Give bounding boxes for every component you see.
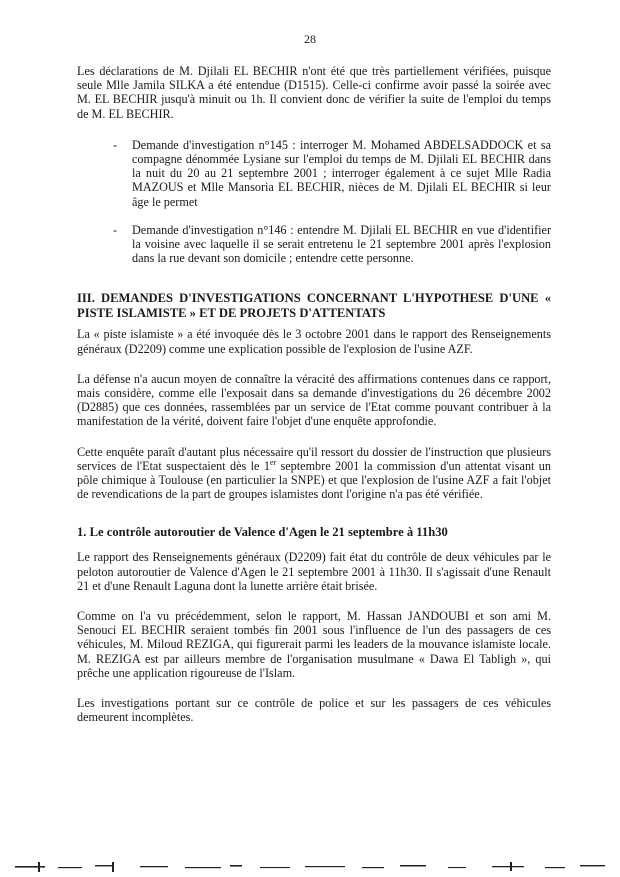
- dash-marker: -: [113, 222, 118, 237]
- section-paragraph-2: La défense n'a aucun moyen de connaître la véracité des affirmations contenues dans ce rapport, mais considère, comme elle l'exposait dans sa demande d'investigations du 26 décembre 2002 (D2885) que ces données, rassemblées par un service de l'Etat comme pouvant contribuer à la manifestation de la vérité, doivent faire l'objet d'une enquête approfondie.: [77, 371, 551, 429]
- paragraph-text: Cette enquête paraît d'autant plus nécessaire qu'il ressort du dossier de l'instruction que plusieurs services de l'Etat suspectaient dès le 1: [77, 444, 551, 473]
- paragraph-text: septembre 2001 la commission d'un attentat visant un pôle chimique à Toulouse (en particulier la SNPE) et que l'explosion de l'usine AZF a fait l'objet de revendications de la part de groupes islamistes dont l'origine n'a pas été vérifiée.: [77, 458, 551, 502]
- document-body: [77, 64, 551, 725]
- intro-paragraph: Les déclarations de M. Djilali EL BECHIR n'ont été que très partiellement vérifiées, puisque seule Mlle Jamila SILKA a été entendue (D1515). Celle-ci confirme avoir passé la soirée avec M. EL BECHIR jusqu'à minuit ou 1h. Il convient donc de vérifier la suite de l'emploi du temps de M. EL BECHIR.: [77, 64, 551, 121]
- page-number: 28: [304, 32, 316, 46]
- section-paragraph-3: [77, 445, 551, 502]
- scan-artifact-footer: [0, 862, 620, 872]
- section-paragraph-1: La « piste islamiste » a été invoquée dès le 3 octobre 2001 dans le rapport des Renseignements généraux (D2209) comme une explication possible de l'explosion de l'usine AZF.: [77, 327, 551, 356]
- request-145-text: Demande d'investigation n°145 : interroger M. Mohamed ABDELSADDOCK et sa compagne dénommée Lysiane sur l'emploi du temps de M. Djilali EL BECHIR dans la nuit du 20 au 21 septembre 2001 ; interroger également à ce sujet Mlle Radia MAZOUS et Mlle Mansoria EL BECHIR, nièces de M. Djilali EL BECHIR si leur âge le permet: [132, 137, 551, 209]
- superscript: er: [269, 457, 277, 467]
- subsection-paragraph-2: Comme on l'a vu précédemment, selon le rapport, M. Hassan JANDOUBI et son ami M. Senouci EL BECHIR seraient tombés fin 2001 sous l'influence de l'un des passagers de ces véhicules, M. Miloud REZIGA, qui figurerait parmi les leaders de la mouvance islamiste locale. M. REZIGA est par ailleurs membre de l'organisation musulmane « Dawa El Tabligh », qui prêche une application rigoureuse de l'Islam.: [77, 609, 551, 680]
- list-item: [113, 138, 551, 209]
- request-146-text: Demande d'investigation n°146 : entendre M. Djilali EL BECHIR en vue d'identifier la voisine avec laquelle il se serait entretenu le 21 septembre 2001 après l'explosion dans la rue devant son domicile ; entendre cette personne.: [132, 222, 551, 266]
- section-heading: III. DEMANDES D'INVESTIGATIONS CONCERNANT L'HYPOTHESE D'UNE « PISTE ISLAMISTE » ET DE PROJETS D'ATTENTATS: [77, 291, 551, 321]
- list-item: [113, 223, 551, 266]
- subsection-heading: 1. Le contrôle autoroutier de Valence d'Agen le 21 septembre à 11h30: [77, 525, 448, 540]
- subsection-paragraph-3: Les investigations portant sur ce contrôle de police et sur les passagers de ces véhicules demeurent incomplètes.: [77, 696, 551, 725]
- dash-marker: -: [113, 137, 118, 152]
- investigation-requests-list: [113, 138, 551, 266]
- subsection-paragraph-1: Le rapport des Renseignements généraux (D2209) fait état du contrôle de deux véhicules par le peloton autoroutier de Valence d'Agen le 21 septembre 2001 à 11h30. Il s'agissait d'une Renault 21 et d'une Renault Laguna dont la lunette arrière était brisée.: [77, 550, 551, 593]
